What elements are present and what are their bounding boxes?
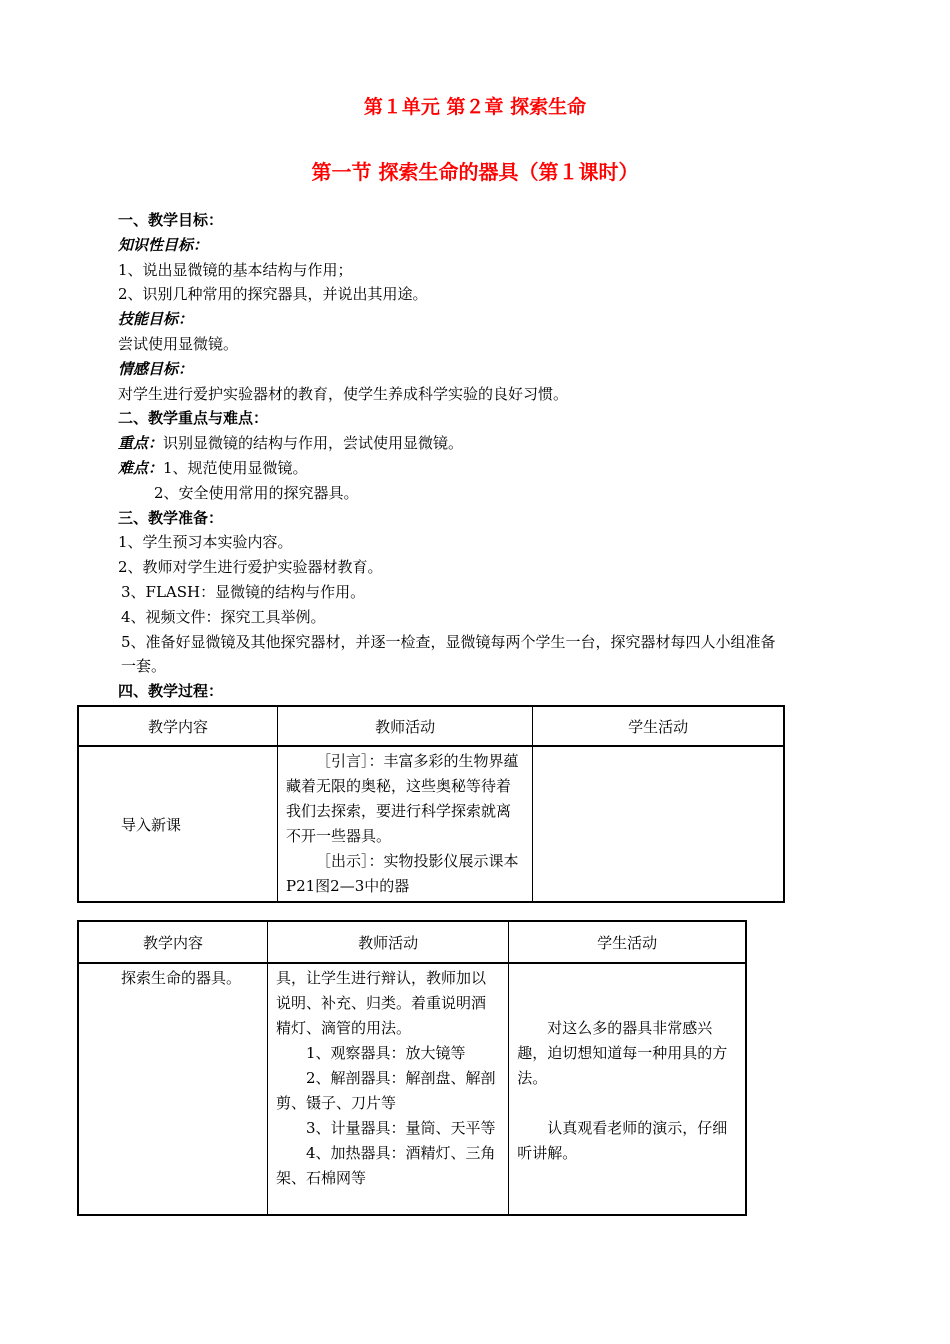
teacher-paragraph: 3、计量器具：量筒、天平等 — [305, 1119, 496, 1137]
teacher-paragraph: 4、加热器具：酒精灯、三角架、石棉网等 — [275, 1144, 496, 1187]
prep-heading: 三、教学准备： — [118, 508, 224, 527]
process-table-2 — [77, 920, 747, 1216]
table-row — [78, 746, 784, 902]
teacher-paragraph: ［引言］：丰富多彩的生物界蕴藏着无限的奥秘，这些奥秘等待着我们去探索，要进行科学探索就离不开一些器具。 — [285, 752, 519, 845]
table-header-row — [78, 706, 784, 746]
lesson-plan-body — [118, 208, 878, 704]
student-paragraph: 认真观看老师的演示，仔细听讲解。 — [517, 1119, 728, 1162]
teacher-paragraph: 2、解剖器具：解剖盘、解剖剪、镊子、刀片等 — [275, 1069, 496, 1112]
prep-item-continued: 一套。 — [121, 657, 167, 676]
skill-item: 尝试使用显微镜。 — [118, 334, 239, 353]
difficulty-point — [118, 456, 878, 481]
prep-item: 1、学生预习本实验内容。 — [118, 533, 293, 552]
table-header-cell: 学生活动 — [533, 706, 784, 746]
student-activity-cell — [509, 963, 746, 1215]
key-text: 识别显微镜的结构与作用，尝试使用显微镜。 — [163, 434, 464, 453]
process-table-1 — [77, 705, 785, 903]
difficulty-item: 2、安全使用常用的探究器具。 — [154, 483, 359, 502]
difficulty-label: 难点： — [118, 458, 164, 477]
table-header-row — [78, 921, 746, 963]
table-row — [78, 963, 746, 1215]
difficulty-item: 1、规范使用显微镜。 — [163, 458, 308, 477]
teacher-activity-cell — [277, 746, 532, 902]
prep-item: 3、FLASH：显微镜的结构与作用。 — [121, 582, 366, 601]
prep-item: 5、准备好显微镜及其他探究器材，并逐一检查，显微镜每两个学生一台，探究器材每四人小组准备 — [121, 632, 776, 651]
goals-heading: 一、教学目标： — [118, 211, 224, 229]
knowledge-item: 1、说出显微镜的基本结构与作用； — [118, 260, 353, 279]
student-activity-cell — [533, 746, 784, 902]
teacher-paragraph: 1、观察器具：放大镜等 — [305, 1044, 466, 1062]
teacher-activity-cell — [267, 963, 508, 1215]
page-title: 第１单元 第２章 探索生命 — [363, 96, 587, 118]
table-header-cell: 教师活动 — [267, 921, 508, 963]
key-heading: 二、教学重点与难点： — [118, 409, 269, 428]
content-cell: 导入新课 — [78, 746, 277, 902]
teacher-paragraph: 具，让学生进行辩认，教师加以说明、补充、归类。着重说明酒精灯、滴管的用法。 — [275, 969, 486, 1037]
skill-label: 技能目标： — [118, 310, 194, 329]
key-label: 重点： — [118, 434, 164, 453]
key-point — [118, 431, 878, 456]
table-header-cell: 教学内容 — [78, 706, 277, 746]
table-header-cell: 学生活动 — [509, 921, 746, 963]
prep-item: 2、教师对学生进行爱护实验器材教育。 — [118, 558, 383, 577]
process-heading: 四、教学过程： — [118, 682, 224, 701]
prep-item: 4、视频文件：探究工具举例。 — [121, 607, 326, 626]
knowledge-item: 2、识别几种常用的探究器具，并说出其用途。 — [118, 285, 428, 304]
content-cell: 探索生命的器具。 — [78, 963, 267, 1215]
knowledge-label: 知识性目标： — [118, 235, 209, 254]
teacher-paragraph: ［出示］：实物投影仪展示课本P21图2—3中的器 — [285, 852, 519, 895]
page-subtitle: 第一节 探索生命的器具（第１课时） — [311, 160, 639, 184]
emotion-label: 情感目标： — [118, 359, 194, 378]
emotion-item: 对学生进行爱护实验器材的教育，使学生养成科学实验的良好习惯。 — [118, 384, 569, 403]
table-header-cell: 教学内容 — [78, 921, 267, 963]
table-header-cell: 教师活动 — [277, 706, 532, 746]
student-paragraph: 对这么多的器具非常感兴趣，迫切想知道每一种用具的方法。 — [517, 1019, 728, 1087]
